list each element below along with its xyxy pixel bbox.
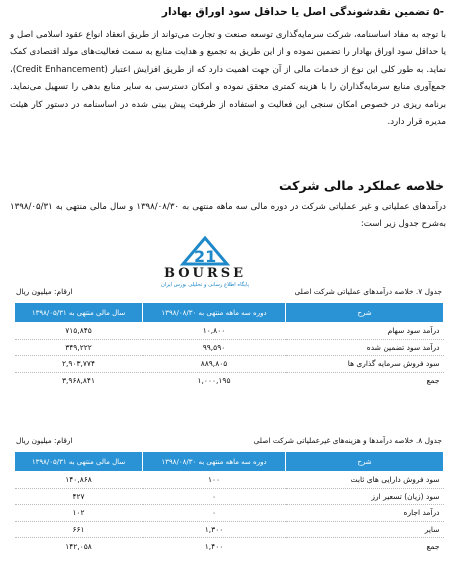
table-row xyxy=(15,339,444,356)
row-value-year: ۴۲۷ xyxy=(15,488,143,505)
table-8-header-y: سال مالی منتهی به ۱۳۹۸/۰۵/۳۱ xyxy=(15,452,143,472)
row-value-quarter: ۱۰۰ xyxy=(143,472,286,489)
table-8-caption: جدول ۸. خلاصه درآمدها و هزینه‌های غیرعملیاتی شرکت اصلی xyxy=(253,436,442,445)
table-8-header-q: دوره سه ماهه منتهی به ۱۳۹۸/۰۸/۳۰ xyxy=(143,452,286,472)
table-8 xyxy=(14,451,444,554)
logo-brand: BOURSE xyxy=(164,266,246,281)
table-7-header-row xyxy=(15,303,444,323)
row-value-year: ۱۴۲,۰۵۸ xyxy=(65,541,92,551)
table-row xyxy=(15,472,444,489)
table-7-unit: ارقام: میلیون ریال xyxy=(16,287,73,296)
logo-tagline: پایگاه اطلاع رسانی و تحلیلی بورس ایران xyxy=(160,282,250,288)
row-value-quarter: ۰ xyxy=(143,488,286,505)
section-5-paragraph: با توجه به مفاد اساسنامه، شرکت سرمایه‌گذاری توسعه صنعت و تجارت می‌تواند از طریق انعقاد انواع عقود اسلامی اصل و یا حداقل سود اوراق بهادار را تضمین نموده و از این طریق به تجمیع و هدایت منابع به سمت فعالیت‌های مولد اقتصادی کمک نماید. به طور کلی این نوع از خدمات مالی از آن جهت اهمیت دارد که از طریق افزایش اعتبار (Credit Enhancement)، جمع‌آوری منابع سرمایه‌گذاران را با هزینه کمتری محقق نموده و امکان دسترسی به سایر منابع بدهی را تسهیل می‌نماید. برنامه ریزی در خصوص امکان سنجی این فعالیت و استفاده از ظرفیت پیش بینی شده در اساسنامه در دستور کار هیئت مدیره قرار دارد. xyxy=(10,30,446,128)
row-value-year: ۱۴۰,۸۶۸ xyxy=(15,472,143,489)
table-7-header-q: دوره سه ماهه منتهی به ۱۳۹۸/۰۸/۳۰ xyxy=(143,303,286,323)
table-7 xyxy=(14,302,444,388)
row-value-quarter: ۸۸۹,۸۰۵ xyxy=(143,356,286,373)
summary-title: خلاصه عملکرد مالی شرکت xyxy=(278,178,444,193)
table-row xyxy=(15,356,444,373)
row-label: جمع xyxy=(426,541,440,551)
row-label: سود فروش دارایی های ثابت xyxy=(286,472,444,489)
row-value-year: ۲,۹۰۳,۷۷۴ xyxy=(15,356,143,373)
row-value-year: ۶۶۱ xyxy=(15,521,143,538)
row-value-quarter: ۰ xyxy=(143,505,286,522)
row-label: سود فروش سرمایه گذاری ها xyxy=(286,356,444,373)
table-7-header-y: سال مالی منتهی به ۱۳۹۸/۰۵/۳۱ xyxy=(15,303,143,323)
row-value-year: ۷۱۵,۸۴۵ xyxy=(15,323,143,340)
table-total-row xyxy=(15,538,444,554)
table-row xyxy=(15,488,444,505)
row-value-quarter: ۱,۴۰۰ xyxy=(204,541,224,551)
svg-text:21: 21 xyxy=(194,247,217,266)
row-label: سود (زیان) تسعیر ارز xyxy=(286,488,444,505)
bourse-logo-mark xyxy=(145,236,265,266)
row-value-quarter: ۱,۰۰۰,۱۹۵ xyxy=(197,376,231,386)
row-value-quarter: ۱,۳۰۰ xyxy=(143,521,286,538)
table-row xyxy=(15,505,444,522)
bourse-logo xyxy=(145,236,265,294)
section-5-number: -۵ xyxy=(433,6,444,18)
row-label: درآمد اجاره xyxy=(286,505,444,522)
row-label: درآمد سود تضمین شده xyxy=(286,339,444,356)
table-7-caption: جدول ۷. خلاصه درآمدهای عملیاتی شرکت اصلی xyxy=(294,287,442,296)
table-8-unit: ارقام: میلیون ریال xyxy=(16,436,73,445)
table-row xyxy=(15,323,444,340)
table-7-header-desc: شرح xyxy=(286,303,444,323)
row-label: درآمد سود سهام xyxy=(286,323,444,340)
row-value-year: ۳۴۹,۲۲۲ xyxy=(15,339,143,356)
section-5-title: تضمین نقدشوندگی اصل یا حداقل سود اوراق بهادار xyxy=(161,6,430,18)
row-value-year: ۳,۹۶۸,۸۴۱ xyxy=(62,376,95,386)
row-value-quarter: ۹۹,۵۹۰ xyxy=(143,339,286,356)
row-label: جمع xyxy=(426,376,440,386)
section-5-heading xyxy=(12,6,444,18)
table-total-row xyxy=(15,372,444,388)
row-label: سایر xyxy=(286,521,444,538)
row-value-quarter: ۱۰,۸۰۰ xyxy=(143,323,286,340)
table-row xyxy=(15,521,444,538)
summary-intro: درآمدهای عملیاتی و غیر عملیاتی شرکت در دوره مالی سه ماهه منتهی به ۱۳۹۸/۰۸/۳۰ و سال مالی منتهی به ۱۳۹۸/۰۵/۳۱ به‌شرح جدول زیر است: xyxy=(10,202,446,229)
table-8-header-row xyxy=(15,452,444,472)
table-8-header-desc: شرح xyxy=(286,452,444,472)
row-value-year: ۱۰۲ xyxy=(15,505,143,522)
